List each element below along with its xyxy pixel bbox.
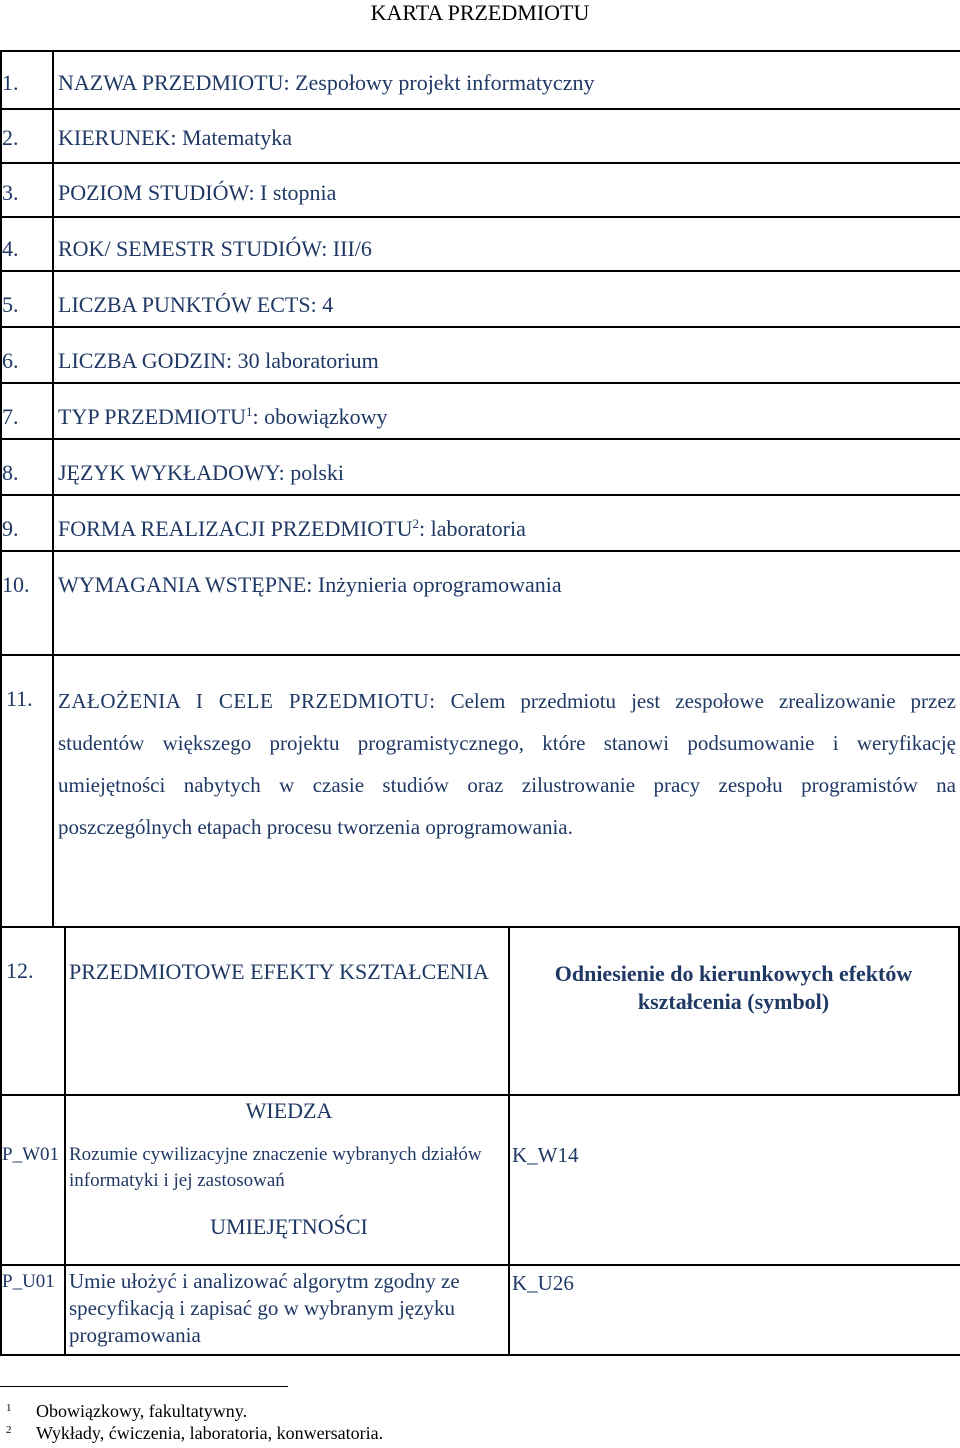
item-number: 7. <box>2 404 19 429</box>
item-text-part: : laboratoria <box>418 516 526 541</box>
outcome-code: P_U01 <box>2 1271 55 1292</box>
item-number: 5. <box>2 292 19 317</box>
item-row-rule <box>0 494 960 496</box>
footnote-ref: 2 <box>412 516 419 531</box>
footnote-mark: 2 <box>6 1424 12 1436</box>
footnote-separator <box>0 1386 288 1387</box>
item-number: 6. <box>2 348 19 373</box>
item-row-rule <box>0 270 960 272</box>
item-number: 4. <box>2 236 19 261</box>
item-number: 8. <box>2 460 19 485</box>
section11-column-rule <box>52 654 54 928</box>
item-row-rule <box>0 108 960 110</box>
group-heading-skills: UMIEJĘTNOŚCI <box>210 1214 368 1239</box>
outcome-description: Rozumie cywilizacyjne znaczenie wybranych działów informatyki i jej zastosowań <box>69 1144 482 1191</box>
section12-title: PRZEDMIOTOWE EFEKTY KSZTAŁCENIA <box>69 959 489 984</box>
footnote-ref: 1 <box>246 404 253 419</box>
item-text-part: : obowiązkowy <box>252 404 388 429</box>
section12-header-rule <box>0 1094 960 1096</box>
section12-number: 12. <box>6 958 34 983</box>
item-text: LICZBA GODZIN: 30 laboratorium <box>58 348 379 373</box>
group-heading-knowledge: WIEDZA <box>245 1098 333 1123</box>
footnote-text: Obowiązkowy, fakultatywny. <box>36 1401 248 1421</box>
section11-paragraph <box>58 680 956 848</box>
section11-body: Celem przedmiotu jest zespołowe zrealizowanie przez studentów większego projektu programistycznego, które stanowi podsumowanie i weryfikację umiejętności nabytych w czasie studiów oraz zilustrowanie pracy zespołu programistów na poszczególnych etapach procesu tworzenia oprogramowania. <box>58 689 957 839</box>
item-number: 3. <box>2 180 19 205</box>
code-column-rule <box>64 926 66 1356</box>
outcome-reference: K_U26 <box>512 1271 574 1295</box>
item-text: NAZWA PRZEDMIOTU: Zespołowy projekt informatyczny <box>58 70 595 95</box>
page-title: KARTA PRZEDMIOTU <box>370 0 590 25</box>
footnote <box>6 1422 384 1444</box>
item-text: JĘZYK WYKŁADOWY: polski <box>58 460 344 485</box>
item-text <box>58 404 388 430</box>
item-number: 9. <box>2 516 19 541</box>
outcome-reference: K_W14 <box>512 1143 579 1167</box>
item-row-rule <box>0 162 960 164</box>
footnote-text: Wykłady, ćwiczenia, laboratoria, konwersatoria. <box>36 1423 384 1443</box>
item-number: 1. <box>2 70 19 95</box>
item-number: 2. <box>2 125 19 150</box>
section11-heading: ZAŁOŻENIA I CELE PRZEDMIOTU: <box>58 689 436 713</box>
outcome-code: P_W01 <box>2 1144 59 1165</box>
footnote-mark: 1 <box>6 1402 12 1414</box>
section11-bottom-rule <box>0 926 960 928</box>
item-row-rule <box>0 550 960 552</box>
item-text: ROK/ SEMESTR STUDIÓW: III/6 <box>58 236 372 261</box>
section11-number: 11. <box>6 686 33 711</box>
item-number: 10. <box>2 572 30 597</box>
item-row-rule <box>0 326 960 328</box>
item-row-rule <box>0 654 960 656</box>
table-top-rule <box>0 50 960 52</box>
item-text: WYMAGANIA WSTĘPNE: Inżynieria oprogramowania <box>58 572 562 597</box>
item-text <box>58 516 526 542</box>
item-row-rule <box>0 382 960 384</box>
item-text-part: TYP PRZEDMIOTU <box>58 404 247 429</box>
outcomes-row-rule <box>0 1264 960 1266</box>
item-text: LICZBA PUNKTÓW ECTS: 4 <box>58 292 334 317</box>
item-row-rule <box>0 438 960 440</box>
item-text-part: FORMA REALIZACJI PRZEDMIOTU <box>58 516 413 541</box>
reference-column-header: Odniesienie do kierunkowych efektów kształcenia (symbol) <box>554 961 913 1014</box>
reference-column-rule <box>508 926 510 1356</box>
footnote <box>6 1400 248 1422</box>
item-row-rule <box>0 216 960 218</box>
table-bottom-rule <box>0 1354 960 1356</box>
outcome-description: Umie ułożyć i analizować algorytm zgodny ze specyfikacją i zapisać go w wybranym języku programowania <box>69 1269 460 1347</box>
item-text: KIERUNEK: Matematyka <box>58 125 292 150</box>
item-number-column-rule <box>52 50 54 654</box>
item-text: POZIOM STUDIÓW: I stopnia <box>58 180 337 205</box>
